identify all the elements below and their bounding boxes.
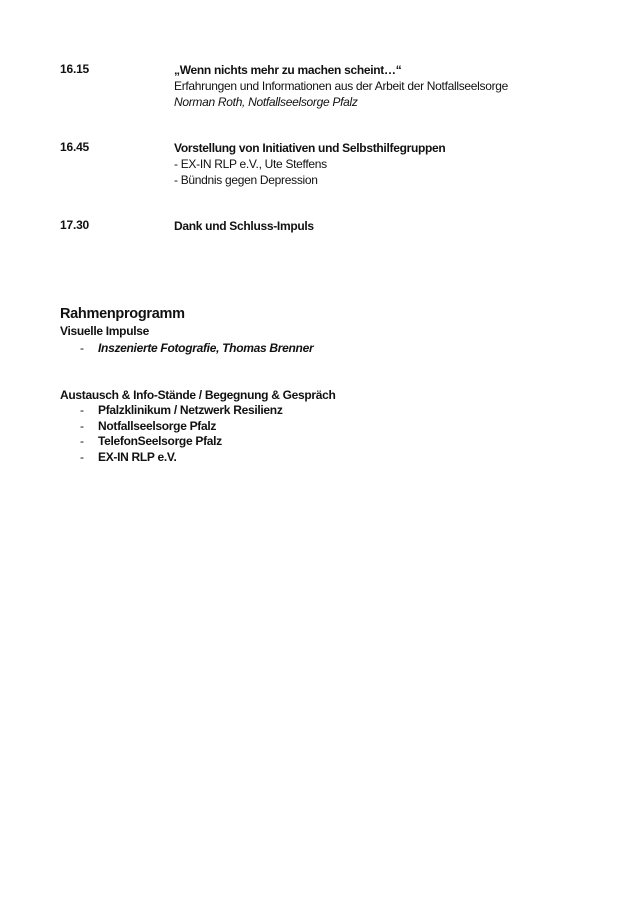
bullet-dash: - (80, 434, 84, 449)
bullet-dash: - (80, 449, 84, 464)
list-item-text: TelefonSeelsorge Pfalz (98, 434, 222, 449)
list-item-text: Notfallseelsorge Pfalz (98, 418, 217, 433)
bullet-dash: - (80, 403, 84, 417)
agenda-subitem: - EX-IN RLP e.V., Ute Steffens (174, 157, 327, 171)
agenda-subitem: - Bündnis gegen Depression (174, 173, 318, 187)
agenda-description: Erfahrungen und Informationen aus der Arbeit der Notfallseelsorge (174, 79, 509, 93)
agenda-title: Vorstellung von Initiativen und Selbsthilfegruppen (174, 141, 446, 155)
list-item-text: EX-IN RLP e.V. (98, 449, 177, 464)
agenda-content (174, 140, 614, 188)
bullet-dash: - (80, 418, 84, 433)
subheading-austausch: Austausch & Info-Stände / Begegnung & Gespräch (60, 388, 336, 402)
agenda-title: Dank und Schluss-Impuls (174, 219, 314, 233)
agenda-title: „Wenn nichts mehr zu machen scheint…“ (174, 63, 402, 77)
subheading-visuelle-impulse: Visuelle Impulse (60, 324, 150, 338)
agenda-content (174, 62, 614, 110)
section-title-rahmenprogramm: Rahmenprogramm (60, 306, 185, 322)
agenda-time: 17.30 (60, 218, 90, 232)
agenda-content (174, 218, 614, 234)
agenda-speaker: Norman Roth, Notfallseelsorge Pfalz (174, 95, 358, 109)
list-item-text: Pfalzklinikum / Netzwerk Resilienz (98, 403, 283, 417)
list-item-text: Inszenierte Fotografie, Thomas Brenner (98, 341, 314, 355)
agenda-time: 16.15 (60, 62, 90, 76)
agenda-time: 16.45 (60, 140, 90, 154)
bullet-dash: - (80, 341, 84, 355)
